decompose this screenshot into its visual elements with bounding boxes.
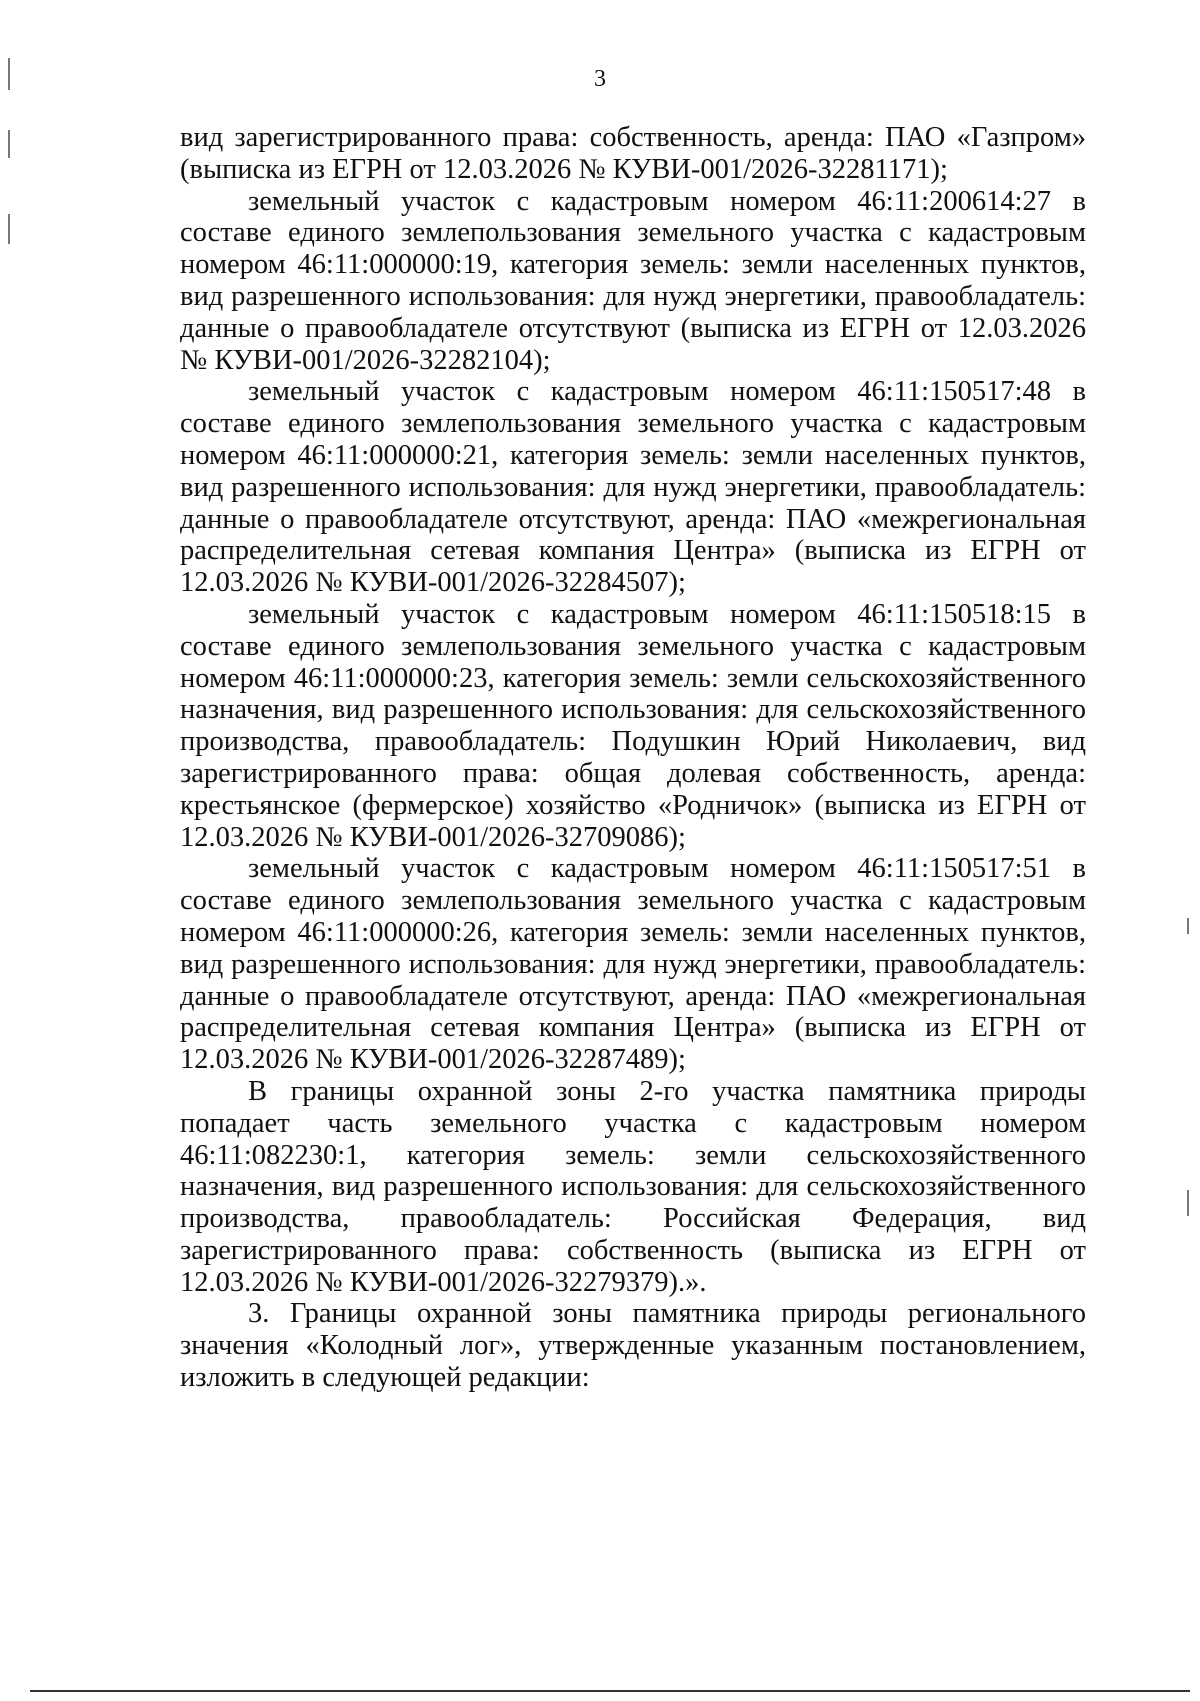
paragraph: земельный участок с кадастровым номером 46:11:150517:51 в составе единого землепользования земельного участка с кадастровым номером 46:11:000000:26, категория земель: земли населенных пунктов, вид разрешенного использования: для нужд энергетики, правообладатель: данные о правообладателе отсутствуют, аренда: ПАО «межрегиональная распределительная сетевая компания Центра» (выписка из ЕГРН от 12.03.2026 № КУВИ-001/2026-32287489); — [180, 853, 1086, 1076]
paragraph: земельный участок с кадастровым номером 46:11:150518:15 в составе единого землепользования земельного участка с кадастровым номером 46:11:000000:23, категория земель: земли сельскохозяйственного назначения, вид разрешенного использования: для сельскохозяйственного производства, правообладатель: Подушкин Юрий Николаевич, вид зарегистрированного права: общая долевая собственность, аренда: крестьянское (фермерское) хозяйство «Родничок» (выписка из ЕГРН от 12.03.2026 № КУВИ-001/2026-32709086); — [180, 598, 1086, 853]
scan-bottom-edge — [30, 1690, 1190, 1692]
paragraph: В границы охранной зоны 2-го участка памятника природы попадает часть земельного участка с кадастровым номером 46:11:082230:1, категория земель: земли сельскохозяйственного назначения, вид разрешенного использования: для сельскохозяйственного производства, правообладатель: Российская Федерация, вид зарегистрированного права: собственность (выписка из ЕГРН от 12.03.2026 № КУВИ-001/2026-32279379).». — [180, 1075, 1086, 1298]
scan-artifact-right-1 — [1187, 918, 1189, 934]
paragraph: вид зарегистрированного права: собственность, аренда: ПАО «Газпром» (выписка из ЕГРН от 12.03.2026 № КУВИ-001/2026-32281171); — [180, 122, 1086, 185]
document-body — [180, 122, 1086, 1394]
paragraph: земельный участок с кадастровым номером 46:11:200614:27 в составе единого землепользования земельного участка с кадастровым номером 46:11:000000:19, категория земель: земли населенных пунктов, вид разрешенного использования: для нужд энергетики, правообладатель: данные о правообладателе отсутствуют (выписка из ЕГРН от 12.03.2026 № КУВИ-001/2026-32282104); — [180, 185, 1086, 376]
scan-artifact-left-2 — [8, 130, 10, 158]
page-number: 3 — [594, 66, 606, 92]
scan-artifact-left-3 — [8, 214, 10, 244]
paragraph: земельный участок с кадастровым номером 46:11:150517:48 в составе единого землепользования земельного участка с кадастровым номером 46:11:000000:21, категория земель: земли населенных пунктов, вид разрешенного использования: для нужд энергетики, правообладатель: данные о правообладателе отсутствуют, аренда: ПАО «межрегиональная распределительная сетевая компания Центра» (выписка из ЕГРН от 12.03.2026 № КУВИ-001/2026-32284507); — [180, 376, 1086, 599]
paragraph: 3. Границы охранной зоны памятника природы регионального значения «Колодный лог», утвержденные указанным постановлением, изложить в следующей редакции: — [180, 1298, 1086, 1394]
scan-artifact-right-2 — [1187, 1190, 1189, 1216]
scan-artifact-left-1 — [8, 58, 10, 90]
